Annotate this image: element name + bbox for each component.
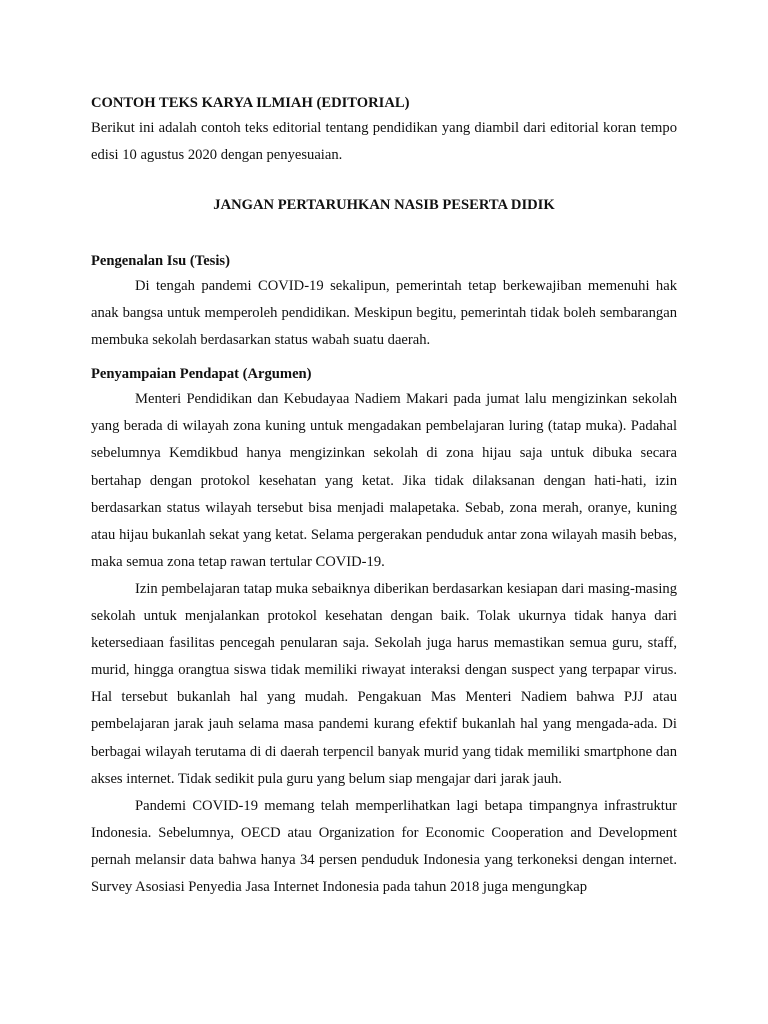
paragraph-argumen-2: Izin pembelajaran tatap muka sebaiknya diberikan berdasarkan kesiapan dari masing-masing sekolah untuk menjalankan protokol kesehatan dengan baik. Tolak ukurnya tidak hanya dari ketersediaan fasilitas pencegah penularan saja. Sekolah juga harus memastikan semua guru, staff, murid, hingga orangtua siswa tidak memiliki riwayat interaksi dengan suspect yang terpapar virus. Hal tersebut bukanlah hal yang mudah. Pengakuan Mas Menteri Nadiem bahwa PJJ atau pembelajaran jarak jauh selama masa pandemi kurang efektif bukanlah hal yang mengada-ada. Di berbagai wilayah terutama di di daerah terpencil banyak murid yang tidak memiliki smartphone dan akses internet. Tidak sedikit pula guru yang belum siap mengajar dari jarak jauh. <box>91 580 677 787</box>
paragraph-tesis: Di tengah pandemi COVID-19 sekalipun, pemerintah tetap berkewajiban memenuhi hak anak bangsa untuk memperoleh pendidikan. Meskipun begitu, pemerintah tidak boleh sembarangan membuka sekolah berdasarkan status wabah suatu daerah. <box>91 278 677 349</box>
paragraph-argumen-3: Pandemi COVID-19 memang telah memperlihatkan lagi betapa timpangnya infrastruktur Indonesia. Sebelumnya, OECD atau Organization for Economic Cooperation and Development pernah melansir data bahwa hanya 34 persen penduduk Indonesia yang terkoneksi dengan internet. Survey Asosiasi Penyedia Jasa Internet Indonesia pada tahun 2018 juga mengungkap <box>91 797 677 895</box>
paragraph-argumen-1: Menteri Pendidikan dan Kebudayaa Nadiem Makari pada jumat lalu mengizinkan sekolah yang berada di wilayah zona kuning untuk mengadakan pembelajaran luring (tatap muka). Padahal sebelumnya Kemdikbud hanya mengizinkan sekolah di zona hijau saja untuk dibuka secara bertahap dengan protokol kesehatan yang ketat. Jika tidak dilaksanan dengan hati-hati, izin berdasarkan status wilayah tersebut bisa menjadi malapetaka. Sebab, zona merah, oranye, kuning atau hijau bukanlah sekat yang ketat. Selama pergerakan penduduk antar zona wilayah masih bebas, maka semua zona tetap rawan tertular COVID-19. <box>91 391 677 570</box>
document-page <box>91 91 677 901</box>
intro-paragraph: Berikut ini adalah contoh teks editorial tentang pendidikan yang diambil dari editorial koran tempo edisi 10 agustus 2020 dengan penyesuaian. <box>91 120 677 163</box>
section-heading-tesis: Pengenalan Isu (Tesis) <box>91 253 230 269</box>
section-heading-argumen: Penyampaian Pendapat (Argumen) <box>91 366 312 383</box>
editorial-title: JANGAN PERTARUHKAN NASIB PESERTA DIDIK <box>213 197 555 213</box>
document-title: CONTOH TEKS KARYA ILMIAH (EDITORIAL) <box>91 95 410 111</box>
